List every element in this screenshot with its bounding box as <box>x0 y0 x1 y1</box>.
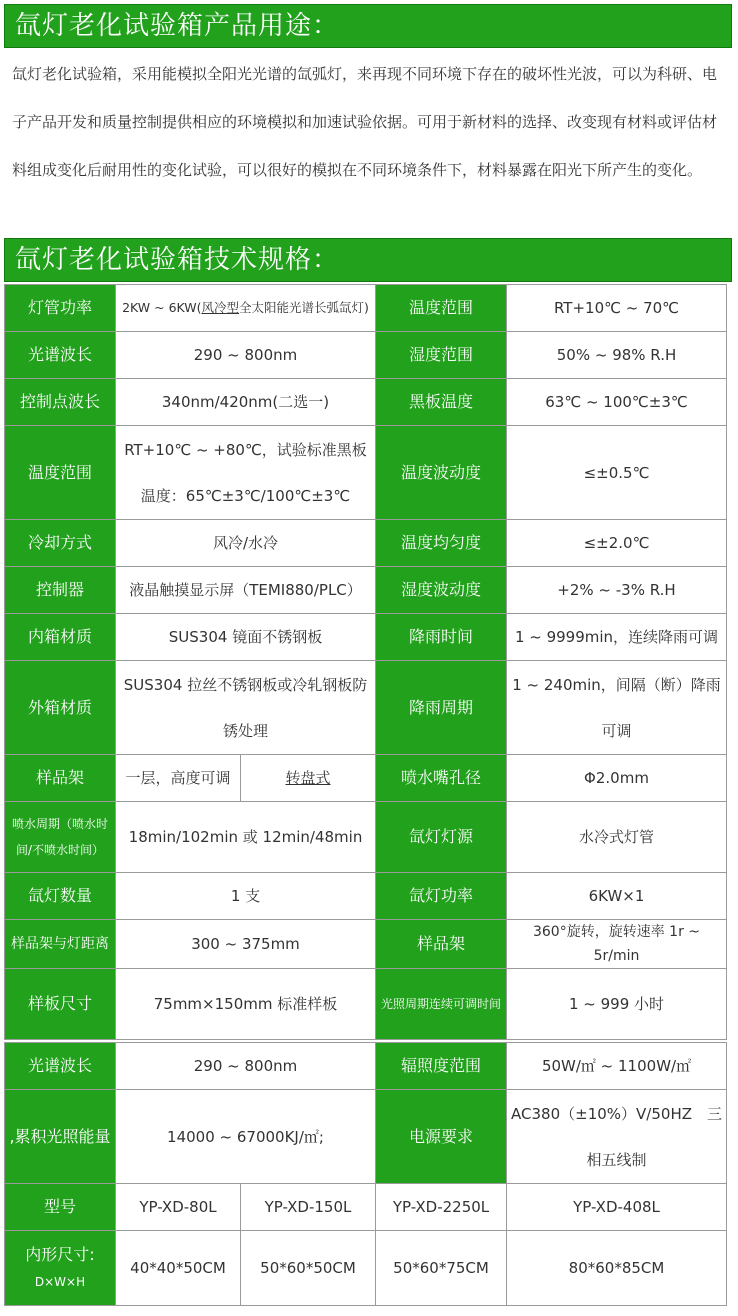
spec-value: 360°旋转，旋转速率 1r ~ 5r/min <box>507 920 727 969</box>
model-name: YP-XD-150L <box>241 1184 376 1231</box>
table-row <box>5 661 727 755</box>
spec-label: 光谱波长 <box>5 1043 116 1090</box>
dimension-value: 80*60*85CM <box>507 1231 727 1306</box>
spec-value: 50% ~ 98% R.H <box>507 332 727 379</box>
spec-label: 样品架 <box>376 920 507 969</box>
spec-value: ≤±0.5℃ <box>507 426 727 520</box>
table-row <box>5 1231 727 1306</box>
spec-title: 氙灯老化试验箱技术规格： <box>4 238 732 282</box>
spec-label: 温度范围 <box>5 426 116 520</box>
spec-label: ,累积光照能量 <box>5 1090 116 1184</box>
spec-value: +2% ~ -3% R.H <box>507 567 727 614</box>
spec-value: 1 ~ 240min，间隔（断）降雨可调 <box>507 661 727 755</box>
model-name: YP-XD-80L <box>116 1184 241 1231</box>
table-row <box>5 969 727 1040</box>
table-row <box>5 755 727 802</box>
dimension-value: 50*60*50CM <box>241 1231 376 1306</box>
model-label: 型号 <box>5 1184 116 1231</box>
spec-label: 冷却方式 <box>5 520 116 567</box>
model-name: YP-XD-408L <box>507 1184 727 1231</box>
table-row <box>5 285 727 332</box>
spec-label: 湿度范围 <box>376 332 507 379</box>
spec-value: 14000 ~ 67000KJ/㎡; <box>116 1090 376 1184</box>
table-row <box>5 920 727 969</box>
table-row <box>5 332 727 379</box>
spec-value: SUS304 拉丝不锈钢板或冷轧钢板防锈处理 <box>116 661 376 755</box>
table-row <box>5 567 727 614</box>
spec-value: 转盘式 <box>241 755 376 802</box>
spec-value: 50W/㎡ ~ 1100W/㎡ <box>507 1043 727 1090</box>
spec-label: 外箱材质 <box>5 661 116 755</box>
spec-label: 氙灯数量 <box>5 873 116 920</box>
spec-label: 光照周期连续可调时间 <box>376 969 507 1040</box>
table-row <box>5 1090 727 1184</box>
model-name: YP-XD-2250L <box>376 1184 507 1231</box>
spec-value: 6KW×1 <box>507 873 727 920</box>
spec-label: 喷水嘴孔径 <box>376 755 507 802</box>
purpose-description: 氙灯老化试验箱，采用能模拟全阳光光谱的氙弧灯，来再现不同环境下存在的破坏性光波，可以为科研、电子产品开发和质量控制提供相应的环境模拟和加速试验依据。可用于新材料的选择、改变现有材料或评估材料组成变化后耐用性的变化试验，可以很好的模拟在不同环境条件下，材料暴露在阳光下所产生的变化。 <box>12 65 718 179</box>
spec-label: 灯管功率 <box>5 285 116 332</box>
spec-value: 300 ~ 375mm <box>116 920 376 969</box>
spec-value: 1 ~ 9999min，连续降雨可调 <box>507 614 727 661</box>
spec-value: 液晶触摸显示屏（TEMI880/PLC） <box>116 567 376 614</box>
spec-value: SUS304 镜面不锈钢板 <box>116 614 376 661</box>
spec-label: 湿度波动度 <box>376 567 507 614</box>
table-row <box>5 802 727 873</box>
spec-label: 氙灯灯源 <box>376 802 507 873</box>
table-row <box>5 426 727 520</box>
spec-value: 1 ~ 999 小时 <box>507 969 727 1040</box>
spec-value: 290 ~ 800nm <box>116 1043 376 1090</box>
table-row <box>5 614 727 661</box>
table-row <box>5 873 727 920</box>
spec-label: 温度范围 <box>376 285 507 332</box>
spec-value: 340nm/420nm(二选一) <box>116 379 376 426</box>
spec-label: 黑板温度 <box>376 379 507 426</box>
dimension-label-text: 内形尺寸: <box>25 1244 95 1264</box>
spec-value: 290 ~ 800nm <box>116 332 376 379</box>
spec-value: AC380（±10%）V/50HZ 三相五线制 <box>507 1090 727 1184</box>
spec-value: 一层，高度可调 <box>116 755 241 802</box>
spec-label: 氙灯功率 <box>376 873 507 920</box>
spec-label: 电源要求 <box>376 1090 507 1184</box>
spec-label: 内箱材质 <box>5 614 116 661</box>
dimension-label-sub: D×W×H <box>34 1274 86 1289</box>
spec-value: 63℃ ~ 100℃±3℃ <box>507 379 727 426</box>
spec-label: 降雨时间 <box>376 614 507 661</box>
spec-value: 18min/102min 或 12min/48min <box>116 802 376 873</box>
spec-label: 样品架 <box>5 755 116 802</box>
spec-label: 温度均匀度 <box>376 520 507 567</box>
spec-label: 降雨周期 <box>376 661 507 755</box>
purpose-title: 氙灯老化试验箱产品用途： <box>4 4 732 48</box>
spec-value: 水冷式灯管 <box>507 802 727 873</box>
spec-label: 样板尺寸 <box>5 969 116 1040</box>
dimension-value: 50*60*75CM <box>376 1231 507 1306</box>
spec-value: RT+10℃ ~ 70℃ <box>507 285 727 332</box>
spec-value: 2KW ~ 6KW(风冷型全太阳能光谱长弧氙灯) <box>116 285 376 332</box>
dimension-label <box>5 1231 116 1306</box>
table-row <box>5 1184 727 1231</box>
spec-value: ≤±2.0℃ <box>507 520 727 567</box>
spec-table-secondary <box>4 1042 727 1306</box>
dimension-value: 40*40*50CM <box>116 1231 241 1306</box>
spec-label: 控制点波长 <box>5 379 116 426</box>
spec-value: Φ2.0mm <box>507 755 727 802</box>
spec-value: 75mm×150mm 标准样板 <box>116 969 376 1040</box>
spec-value: 风冷/水冷 <box>116 520 376 567</box>
spec-label: 辐照度范围 <box>376 1043 507 1090</box>
table-row <box>5 379 727 426</box>
table-row <box>5 1043 727 1090</box>
spec-label: 控制器 <box>5 567 116 614</box>
spec-label: 样品架与灯距离 <box>5 920 116 969</box>
spec-label: 喷水周期（喷水时间/不喷水时间） <box>5 802 116 873</box>
spec-value: 1 支 <box>116 873 376 920</box>
spec-label: 温度波动度 <box>376 426 507 520</box>
spec-table <box>4 284 727 1040</box>
spec-label: 光谱波长 <box>5 332 116 379</box>
table-row <box>5 520 727 567</box>
spec-value: RT+10℃ ~ +80℃，试验标准黑板温度：65℃±3℃/100℃±3℃ <box>116 426 376 520</box>
